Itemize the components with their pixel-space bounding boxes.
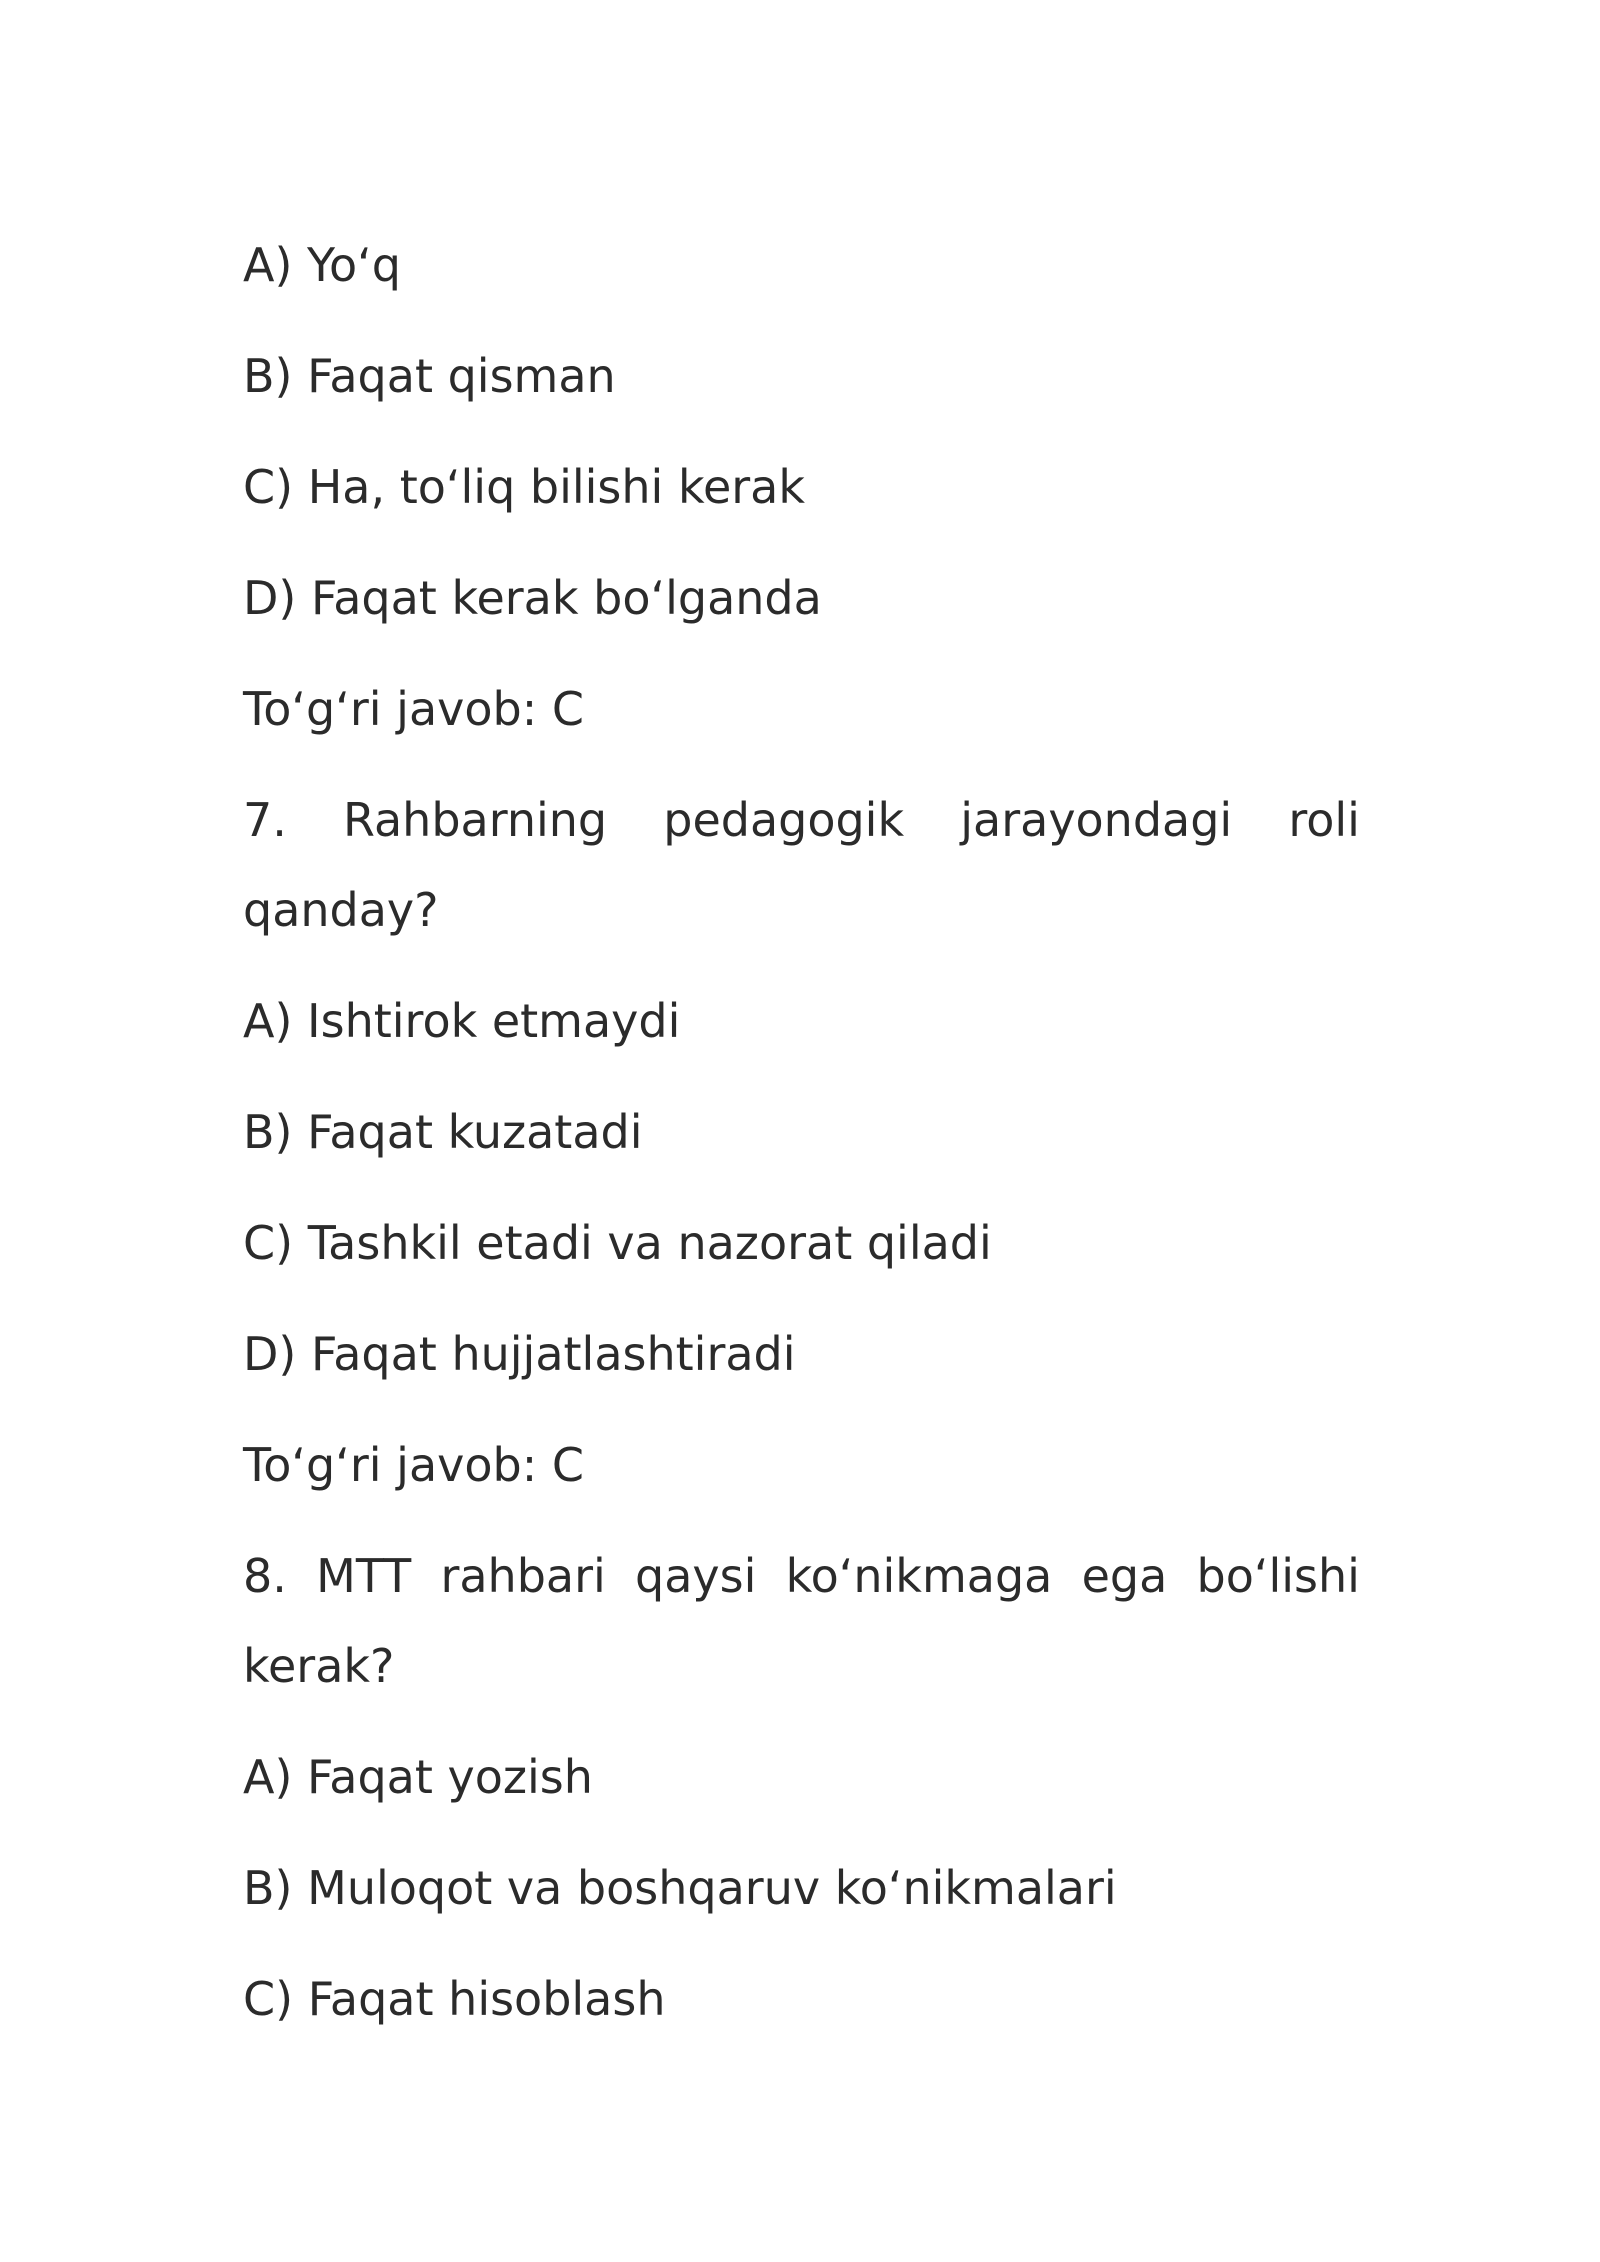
option-b: B) Muloqot va boshqaruv ko‘nikmalari bbox=[243, 1861, 1117, 1915]
question-7-line-2: qanday? bbox=[243, 883, 439, 937]
option-b: B) Faqat qisman bbox=[243, 349, 616, 403]
question-8-line-1 bbox=[243, 1531, 1360, 1621]
question-word: rahbari bbox=[440, 1549, 606, 1603]
question-8 bbox=[243, 1531, 1360, 1711]
question-7-line-1 bbox=[243, 775, 1360, 865]
question-word: roli bbox=[1288, 793, 1360, 847]
question-word: Rahbarning bbox=[343, 793, 608, 847]
question-word: ega bbox=[1081, 1549, 1168, 1603]
option-d: D) Faqat kerak bo‘lganda bbox=[243, 571, 822, 625]
quiz-content bbox=[243, 220, 1360, 2065]
question-word: jarayondagi bbox=[960, 793, 1233, 847]
question-word: qaysi bbox=[635, 1549, 757, 1603]
option-c: C) Tashkil etadi va nazorat qiladi bbox=[243, 1216, 992, 1270]
question-word: ko‘nikmaga bbox=[785, 1549, 1053, 1603]
option-a: A) Yo‘q bbox=[243, 238, 401, 292]
question-word: pedagogik bbox=[663, 793, 905, 847]
question-8-line-2: kerak? bbox=[243, 1639, 395, 1693]
option-c: C) Ha, to‘liq bilishi kerak bbox=[243, 460, 805, 514]
option-b: B) Faqat kuzatadi bbox=[243, 1105, 643, 1159]
option-d: D) Faqat hujjatlashtiradi bbox=[243, 1327, 796, 1381]
option-a: A) Faqat yozish bbox=[243, 1750, 593, 1804]
question-word: MTT bbox=[316, 1549, 412, 1603]
question-word: 8. bbox=[243, 1549, 287, 1603]
correct-answer: To‘g‘ri javob: C bbox=[243, 1438, 584, 1492]
question-word: bo‘lishi bbox=[1196, 1549, 1360, 1603]
option-c: C) Faqat hisoblash bbox=[243, 1972, 666, 2026]
question-word: 7. bbox=[243, 793, 287, 847]
correct-answer: To‘g‘ri javob: C bbox=[243, 682, 584, 736]
option-a: A) Ishtirok etmaydi bbox=[243, 994, 681, 1048]
question-7 bbox=[243, 775, 1360, 955]
